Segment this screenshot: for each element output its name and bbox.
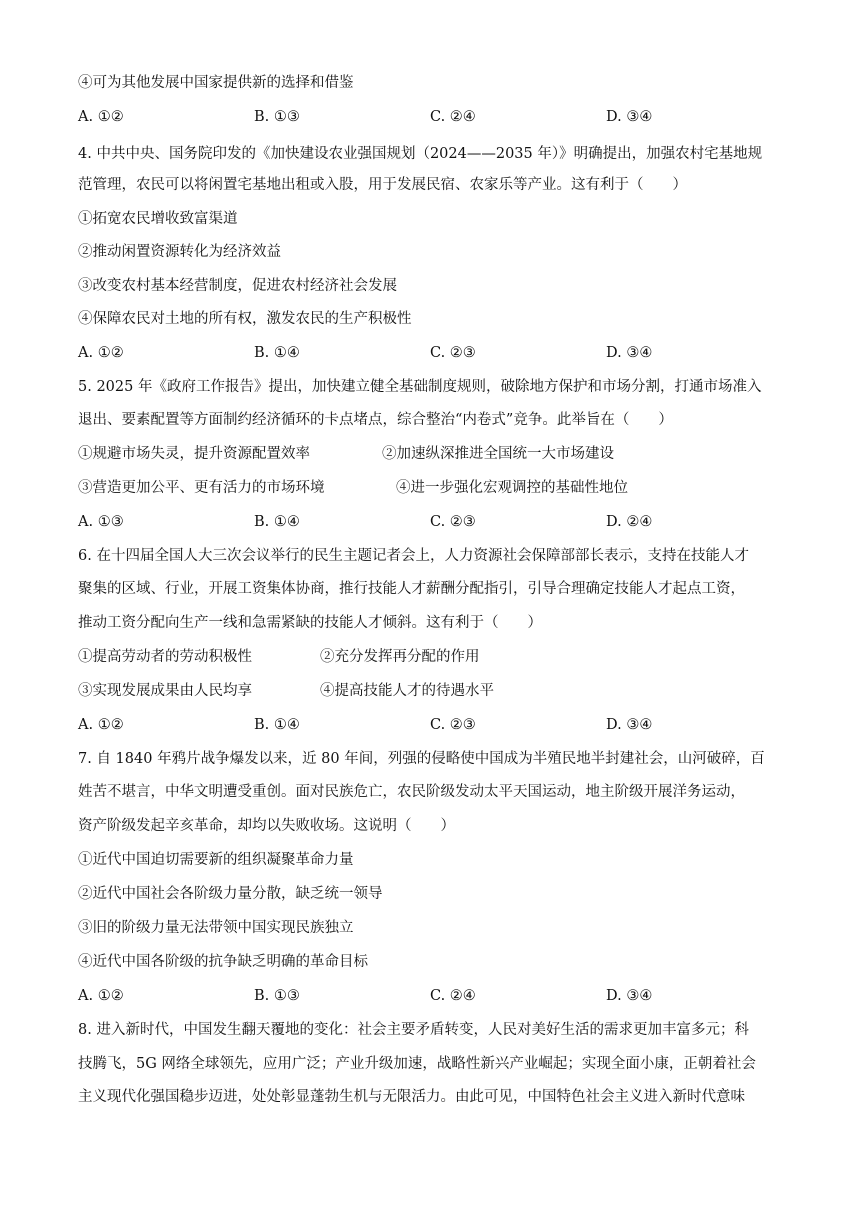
option-a: A. ①② xyxy=(78,717,124,733)
option-statement: ①近代中国迫切需要新的组织凝聚革命力量 xyxy=(78,852,354,868)
option-statement: ②近代中国社会各阶级力量分散，缺乏统一领导 xyxy=(78,886,383,902)
question-5-stem: 5. 2025 年《政府工作报告》提出，加快建立健全基础制度规则，破除地方保护和市场分割，打通市场准入 xyxy=(78,379,762,395)
option-statement: ①规避市场失灵，提升资源配置效率 xyxy=(78,446,310,462)
option-b: B. ①④ xyxy=(254,717,300,733)
option-a: A. ①② xyxy=(78,345,124,361)
option-b: B. ①③ xyxy=(254,988,300,1004)
option-c: C. ②③ xyxy=(430,514,476,530)
option-c: C. ②④ xyxy=(430,109,476,125)
option-b: B. ①③ xyxy=(254,109,300,125)
question-7-stem: 姓苦不堪言，中华文明遭受重创。面对民族危亡，农民阶级发动太平天国运动，地主阶级开展洋务运动， xyxy=(78,784,745,800)
option-statement: ③旧的阶级力量无法带领中国实现民族独立 xyxy=(78,920,354,936)
option-statement: ④提高技能人才的待遇水平 xyxy=(320,683,494,699)
option-row xyxy=(78,444,788,464)
option-statement: ④进一步强化宏观调控的基础性地位 xyxy=(396,480,628,496)
question-8-stem: 8. 进入新时代，中国发生翻天覆地的变化：社会主要矛盾转变，人民对美好生活的需求更加丰富多元；科 xyxy=(78,1022,749,1038)
option-c: C. ②③ xyxy=(430,717,476,733)
option-statement: ④近代中国各阶级的抗争缺乏明确的革命目标 xyxy=(78,954,368,970)
option-d: D. ③④ xyxy=(606,345,653,361)
option-statement: ③实现发展成果由人民均享 xyxy=(78,683,252,699)
option-d: D. ③④ xyxy=(606,988,653,1004)
question-8-stem: 主义现代化强国稳步迈进，处处彰显蓬勃生机与无限活力。由此可见，中国特色社会主义进入新时代意味 xyxy=(78,1089,745,1105)
option-d: D. ③④ xyxy=(606,109,653,125)
option-d: D. ②④ xyxy=(606,514,653,530)
option-row xyxy=(78,478,788,498)
option-statement: ②加速纵深推进全国统一大市场建设 xyxy=(382,446,614,462)
question-6-stem: 推动工资分配向生产一线和急需紧缺的技能人才倾斜。这有利于（ ） xyxy=(78,615,542,631)
question-5-stem: 退出、要素配置等方面制约经济循环的卡点堵点，综合整治“内卷式”竞争。此举旨在（ ） xyxy=(78,412,673,428)
question-6-stem: 6. 在十四届全国人大三次会议举行的民生主题记者会上，人力资源社会保障部部长表示，支持在技能人才 xyxy=(78,548,749,564)
option-row xyxy=(78,647,788,667)
option-statement: ②充分发挥再分配的作用 xyxy=(320,649,480,665)
option-a: A. ①② xyxy=(78,109,124,125)
question-7-stem: 资产阶级发起辛亥革命，却均以失败收场。这说明（ ） xyxy=(78,818,455,834)
option-d: D. ③④ xyxy=(606,717,653,733)
option-a: A. ①③ xyxy=(78,514,124,530)
option-statement: ①拓宽农民增收致富渠道 xyxy=(78,211,238,227)
option-statement: ③营造更加公平、更有活力的市场环境 xyxy=(78,480,325,496)
option-statement: ①提高劳动者的劳动积极性 xyxy=(78,649,252,665)
option-b: B. ①④ xyxy=(254,345,300,361)
option-a: A. ①② xyxy=(78,988,124,1004)
option-c: C. ②③ xyxy=(430,345,476,361)
question-7-stem: 7. 自 1840 年鸦片战争爆发以来，近 80 年间，列强的侵略使中国成为半殖民地半封建社会，山河破碎，百 xyxy=(78,751,765,767)
option-c: C. ②④ xyxy=(430,988,476,1004)
question-4-stem: 4. 中共中央、国务院印发的《加快建设农业强国规划（2024——2035 年）》明确提出，加强农村宅基地规 xyxy=(78,146,763,162)
option-b: B. ①④ xyxy=(254,514,300,530)
option-statement: ②推动闲置资源转化为经济效益 xyxy=(78,244,281,260)
option-row xyxy=(78,681,788,701)
option-statement: ④保障农民对土地的所有权，激发农民的生产积极性 xyxy=(78,311,412,327)
question-4-stem: 范管理，农民可以将闲置宅基地出租或入股，用于发展民宿、农家乐等产业。这有利于（ ） xyxy=(78,177,687,193)
question-8-stem: 技腾飞，5G 网络全球领先，应用广泛；产业升级加速，战略性新兴产业崛起；实现全面小康，正朝着社会 xyxy=(78,1056,756,1072)
option-statement: ③改变农村基本经营制度，促进农村经济社会发展 xyxy=(78,278,397,294)
question-6-stem: 聚集的区域、行业，开展工资集体协商，推行技能人才薪酬分配指引，引导合理确定技能人才起点工资， xyxy=(78,581,745,597)
option-statement: ④可为其他发展中国家提供新的选择和借鉴 xyxy=(78,75,354,91)
